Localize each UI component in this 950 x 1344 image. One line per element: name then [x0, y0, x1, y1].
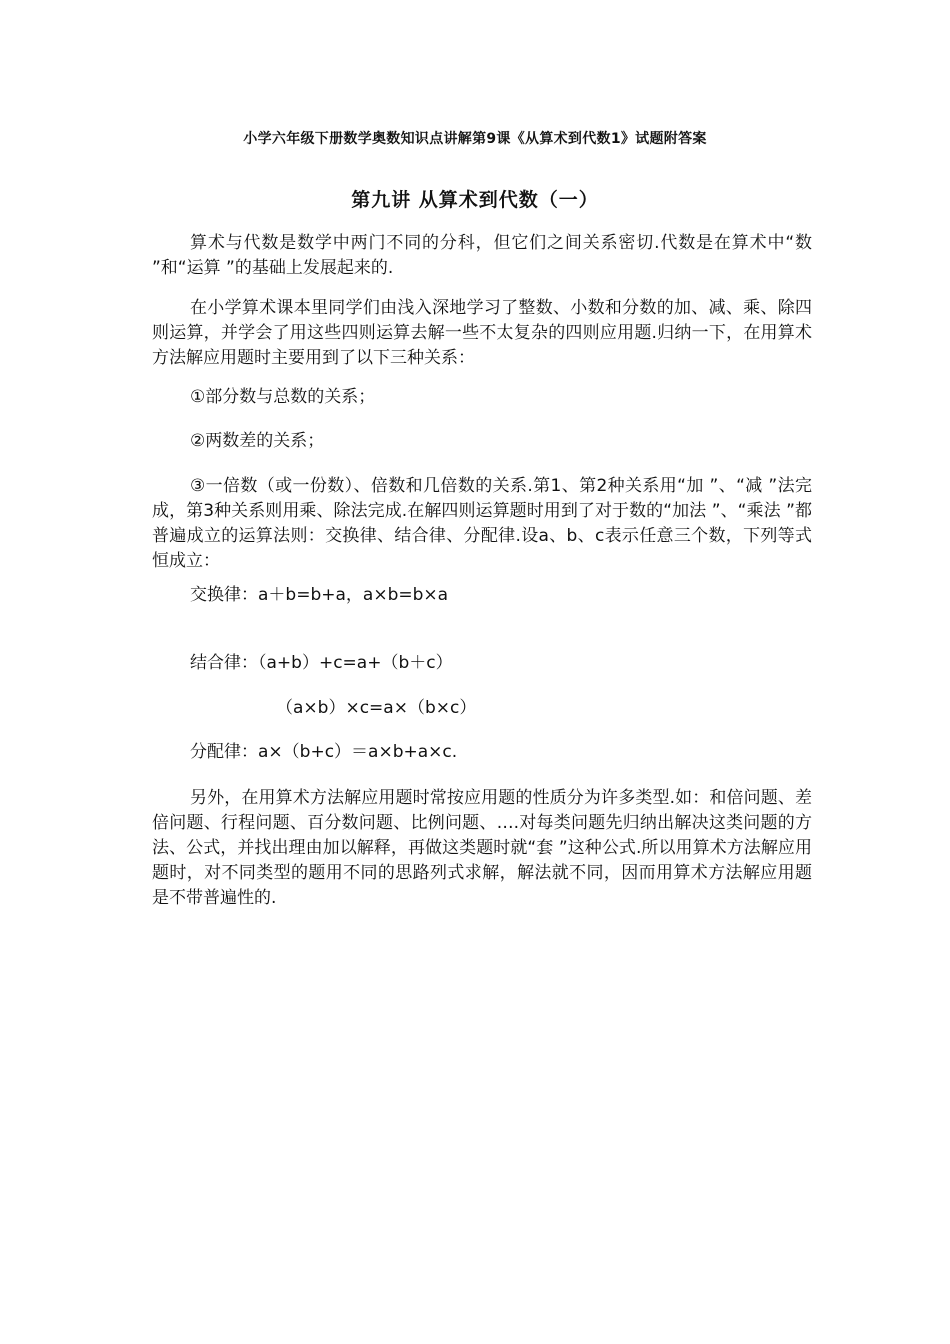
- paragraph-intro: 算术与代数是数学中两门不同的分科，但它们之间关系密切.代数是在算术中“数 ”和“运算 ”的基础上发展起来的.: [152, 233, 812, 278]
- lecture-title: 第九讲 从算术到代数（一）: [351, 189, 599, 211]
- commutative-law: 交换律：a＋b=b+a，a×b=b×a: [190, 585, 449, 605]
- paragraph-problem-types: 另外，在用算术方法解应用题时常按应用题的性质分为许多类型.如：和倍问题、差倍问题、行程问题、百分数问题、比例问题、….对每类问题先归纳出解决这类问题的方法、公式，并找出理由加以解释，再做这类题时就“套 ”这种公式.所以用算术方法解应用题时，对不同类型的题用不同的思路列式求解，解法就不同，因而用算术方法解应用题是不带普遍性的.: [152, 788, 812, 908]
- paragraph-four-operations: 在小学算术课本里同学们由浅入深地学习了整数、小数和分数的加、减、乘、除四则运算，并学会了用这些四则运算去解一些不太复杂的四则应用题.归纳一下，在用算术方法解应用题时主要用到了以下三种关系：: [152, 298, 812, 368]
- associative-law-addition: 结合律：（a+b）+c=a+（b＋c）: [190, 653, 453, 673]
- paragraph-relation-3: ③一倍数（或一份数）、倍数和几倍数的关系.第1、第2种关系用“加 ”、“减 ”法完成，第3种关系则用乘、除法完成.在解四则运算题时用到了对于数的“加法 ”、“乘法 ”都普遍成立的运算法则：交换律、结合律、分配律.设a、b、c表示任意三个数，下列等式恒成立：: [152, 476, 812, 571]
- associative-law-multiplication: （a×b）×c=a×（b×c）: [276, 698, 477, 718]
- document-title: 小学六年级下册数学奥数知识点讲解第9课《从算术到代数1》试题附答案: [243, 131, 707, 147]
- list-item-relation-1: ①部分数与总数的关系；: [190, 387, 376, 407]
- list-item-relation-2: ②两数差的关系；: [190, 431, 325, 451]
- distributive-law: 分配律：a×（b+c）＝a×b+a×c.: [190, 742, 458, 762]
